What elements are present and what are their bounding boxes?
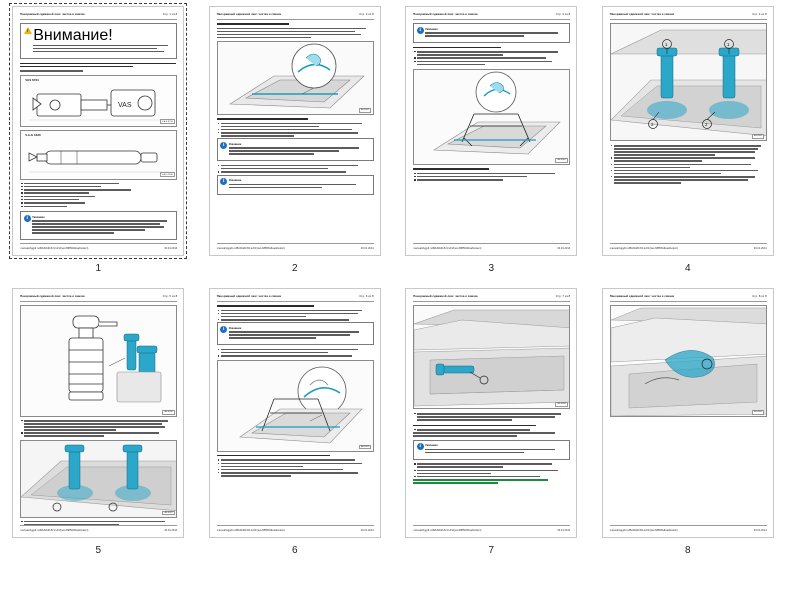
- page-body-4: [610, 23, 767, 241]
- page-number-label: 8: [684, 545, 691, 556]
- page-header-title: Панорамный сдвижной люк: чистка и смазка: [216, 13, 282, 16]
- page-cell-8[interactable]: [590, 282, 786, 564]
- figure-code: A5-0901: [360, 109, 370, 112]
- footer-rule: [217, 525, 374, 526]
- figure-code: A5-0902: [557, 159, 566, 162]
- section-heading-1: [413, 425, 535, 427]
- warning-box: [20, 23, 177, 59]
- note-title: Указание: [228, 325, 242, 330]
- interior-rail-drawing: [414, 306, 570, 409]
- note-text: [32, 220, 174, 234]
- svg-text:2: 2: [704, 122, 708, 127]
- figure-interior-rail: [413, 305, 570, 409]
- footer-path: manual/Aggdt.ru/ВАЗ/dd0.82.kv01/(set-68856/dload/solect): [609, 247, 678, 250]
- list-item: [221, 165, 374, 170]
- list-item: [221, 132, 374, 137]
- note-box: [20, 211, 177, 240]
- section-heading-1: [217, 23, 289, 25]
- page-footer: [20, 529, 177, 532]
- footer-date: 30.01.2014: [360, 529, 374, 532]
- page-header-title: Панорамный сдвижной люк: чистка и смазка: [20, 13, 85, 16]
- page-body-2: [217, 23, 374, 241]
- steps-list-1: [20, 420, 177, 437]
- page-header: [217, 13, 374, 16]
- footer-rule: [413, 243, 570, 244]
- footer-date: 30.01.2014: [557, 247, 571, 250]
- info-icon: i: [24, 215, 31, 222]
- steps-list-1: [413, 51, 570, 65]
- tool-1-name: VAS 6734: [25, 77, 39, 82]
- page-thumbnail-1[interactable]: [12, 6, 184, 256]
- footer-date: 30.01.2014: [557, 529, 571, 532]
- list-item: [24, 202, 177, 204]
- footer-rule: [20, 243, 177, 244]
- svg-text:2: 2: [650, 122, 654, 127]
- list-item: [614, 157, 767, 162]
- steps-list-3: [413, 463, 570, 477]
- figure-frame-on-roof: [413, 69, 570, 165]
- page-body-1: [20, 23, 177, 241]
- footer-date: 30.01.2014: [360, 247, 374, 250]
- page-number-label: 6: [291, 545, 298, 556]
- list-item: [221, 310, 374, 312]
- list-item: [417, 57, 570, 59]
- svg-text:1: 1: [664, 42, 668, 47]
- list-item: [221, 129, 374, 131]
- note-box: [217, 138, 374, 161]
- header-rule: [610, 301, 767, 302]
- footer-path: manual/Aggdt.ru/ВАЗ/dd0.82.kv01/(set-68856/dload/solect): [609, 529, 678, 532]
- note-title: Указание: [425, 26, 438, 31]
- warning-title: Внимание!: [33, 26, 113, 44]
- footer-path: manual/Aggdt.ru/ВАЗ/dd0.82.kv01/(set-68856/dload/solect): [413, 529, 482, 532]
- page-thumbnail-2[interactable]: [209, 6, 381, 256]
- page-body-6: [217, 305, 374, 523]
- list-item: [24, 189, 177, 191]
- info-icon: i: [220, 142, 227, 149]
- note-title: Указание: [425, 443, 438, 448]
- header-rule: [610, 19, 767, 20]
- tool-2-drawing: [21, 131, 177, 180]
- list-item: [221, 355, 374, 357]
- page-body-7: [413, 305, 570, 523]
- list-item: [614, 170, 767, 175]
- svg-text:1: 1: [726, 42, 730, 47]
- note-text: [425, 32, 567, 37]
- figure-code: A5-0909: [753, 411, 763, 414]
- page-header: [413, 295, 570, 298]
- paragraph-block-1: [217, 28, 374, 39]
- page-cell-4[interactable]: [590, 0, 786, 282]
- figure-code-1: V.A.S.6734: [161, 120, 173, 123]
- page-header-title: Панорамный сдвижной люк: чистка и смазка: [609, 295, 675, 298]
- note-box: [413, 440, 570, 460]
- page-footer: [610, 247, 767, 250]
- list-item: [417, 413, 570, 421]
- info-icon: i: [220, 326, 227, 333]
- frame-drawing: [414, 70, 570, 165]
- warning-triangle-icon: [24, 27, 32, 34]
- note-box: [413, 23, 570, 43]
- list-item: [417, 173, 570, 175]
- page-thumbnail-8[interactable]: [602, 288, 774, 538]
- page-footer: [217, 529, 374, 532]
- svg-text:VAS: VAS: [118, 101, 132, 109]
- footer-rule: [20, 525, 177, 526]
- steps-list-2: [413, 173, 570, 181]
- footer-path: manual/Aggdt.ru/ВАЗ/dd0.82.kv01/(set-68856/dload/solect): [413, 247, 482, 250]
- header-rule: [20, 301, 177, 302]
- list-item: [24, 199, 177, 201]
- note-text: [229, 184, 371, 189]
- list-item: [221, 319, 374, 321]
- footer-date: 30.01.2014: [753, 529, 767, 532]
- footer-rule: [610, 525, 767, 526]
- tool-1-drawing: [21, 76, 177, 127]
- page-cell-7[interactable]: [393, 282, 590, 564]
- page-footer: [20, 247, 177, 250]
- section-heading-2: [217, 118, 308, 120]
- note-text: [229, 331, 371, 339]
- section-heading-2: [217, 455, 330, 457]
- list-item: [221, 469, 374, 471]
- list-item: [221, 171, 374, 173]
- list-item: [221, 459, 374, 461]
- tools-intro-text: [20, 63, 177, 68]
- list-item: [417, 476, 570, 478]
- footer-date: 30.01.2014: [164, 529, 178, 532]
- list-item: [417, 463, 570, 468]
- steps-list-1: [610, 145, 767, 184]
- page-cell-5[interactable]: [0, 282, 197, 564]
- page-header-pageinfo: Стр. 2 из 8: [359, 13, 374, 16]
- header-rule: [413, 19, 570, 20]
- steps-list-2: [217, 123, 374, 137]
- page-number-label: 3: [488, 263, 495, 274]
- page-number-label: 7: [488, 545, 495, 556]
- page-footer: [413, 529, 570, 532]
- note-title: Указание: [228, 178, 242, 183]
- steps-list-3: [217, 165, 374, 173]
- page-cell-6[interactable]: [197, 282, 394, 564]
- list-item: [417, 51, 570, 56]
- info-icon: i: [417, 443, 424, 450]
- page-thumbnail-5[interactable]: [12, 288, 184, 538]
- page-header-title: Панорамный сдвижной люк: чистка и смазка: [20, 295, 85, 298]
- page-header-title: Панорамный сдвижной люк: чистка и смазка: [216, 295, 282, 298]
- page-thumbnail-4[interactable]: [602, 6, 774, 256]
- figure-tool-vag1630: [20, 130, 177, 180]
- page-footer: [610, 529, 767, 532]
- page-number-label: 2: [291, 263, 298, 274]
- warning-text: [33, 45, 174, 53]
- list-item: [24, 420, 177, 431]
- footer-date: 30.01.2014: [164, 247, 178, 250]
- page-header: [413, 13, 570, 16]
- steps-list-1: [413, 413, 570, 421]
- page-header-pageinfo: Стр. 1 из 8: [162, 13, 178, 16]
- footer-path: manual/Aggdt.ru/ВАЗ/dd0.82.kv01/(set-68856/dload/solect): [216, 247, 285, 250]
- page-header-title: Панорамный сдвижной люк: чистка и смазка: [413, 13, 478, 16]
- footer-date: 30.01.2014: [753, 247, 767, 250]
- list-item: [417, 470, 570, 475]
- page-thumbnail-3[interactable]: [405, 6, 577, 256]
- figure-code: A5-0908: [557, 403, 566, 406]
- list-item: [24, 196, 177, 198]
- materials-bullet-list: [20, 183, 177, 208]
- page-header-pageinfo: Стр. 7 из 8: [555, 295, 571, 298]
- roof-drawing: [218, 42, 374, 115]
- page-body-8: [610, 305, 767, 523]
- list-item: [614, 145, 767, 156]
- note-text: [229, 147, 371, 155]
- figure-grease-gun: [20, 305, 177, 417]
- section-heading-1: [217, 305, 314, 307]
- figure-code-2: V.A.G.1630: [161, 173, 173, 176]
- list-item: [614, 164, 767, 169]
- figure-code-top: A5-0906: [164, 411, 173, 414]
- page-header-title: Панорамный сдвижной люк: чистка и смазка: [413, 295, 478, 298]
- list-item: [417, 179, 570, 181]
- page-header: [20, 13, 177, 16]
- section-heading-1: [413, 47, 501, 49]
- list-item: [417, 176, 570, 178]
- highlighted-note: [413, 479, 570, 484]
- list-item: [24, 186, 177, 188]
- page-number-label: 5: [95, 545, 102, 556]
- page-number-label: 4: [684, 263, 691, 274]
- note-text: [425, 449, 567, 454]
- final-detail-drawing: [611, 306, 767, 417]
- rail-clamp-drawing: [21, 441, 177, 518]
- figure-vent-position: [217, 360, 374, 452]
- list-item: [24, 206, 177, 208]
- page-header-pageinfo: Стр. 3 из 8: [555, 13, 571, 16]
- footer-rule: [413, 525, 570, 526]
- tool-2-name: V.A.G 1630: [25, 132, 41, 137]
- rails-drawing: [611, 24, 767, 141]
- page-number-label: 1: [95, 263, 102, 274]
- list-item: [417, 61, 570, 66]
- page-header-pageinfo: Стр. 4 из 8: [752, 13, 767, 16]
- page-header-pageinfo: Стр. 8 из 8: [752, 295, 767, 298]
- figure-code: A5-0903: [360, 445, 370, 448]
- footer-path: manual/Aggdt.ru/ВАЗ/dd0.82.kv01/(set-68856/dload/solect): [20, 247, 89, 250]
- steps-list-3: [217, 459, 374, 476]
- steps-list-2: [413, 429, 570, 431]
- footer-rule: [217, 243, 374, 244]
- page-thumbnail-7[interactable]: [405, 288, 577, 538]
- page-thumbnail-6[interactable]: [209, 288, 381, 538]
- tools-subheading: [20, 70, 83, 72]
- note-title: Указание: [228, 141, 242, 146]
- page-header: [20, 295, 177, 298]
- info-icon: i: [417, 27, 424, 34]
- note-box-2: [217, 175, 374, 195]
- figure-code-bottom: A5-0907: [164, 512, 173, 514]
- page-header-pageinfo: Стр. 6 из 8: [359, 295, 374, 298]
- page-header: [610, 13, 767, 16]
- header-rule: [217, 19, 374, 20]
- note-box: [217, 322, 374, 345]
- page-header: [217, 295, 374, 298]
- page-cell-2[interactable]: [197, 0, 394, 282]
- page-header-pageinfo: Стр. 5 из 8: [162, 295, 178, 298]
- list-item: [221, 349, 374, 354]
- page-cell-3[interactable]: [393, 0, 590, 282]
- page-footer: [217, 247, 374, 250]
- footer-path: manual/Aggdt.ru/ВАЗ/dd0.82.kv01/(set-68856/dload/solect): [216, 529, 285, 532]
- list-item: [221, 123, 374, 128]
- header-rule: [20, 19, 177, 20]
- list-item: [614, 176, 767, 184]
- vent-drawing: [218, 361, 374, 452]
- page-body-5: [20, 305, 177, 523]
- footer-rule: [610, 243, 767, 244]
- figure-rails-clamps: [610, 23, 767, 141]
- list-item: [24, 183, 177, 185]
- figure-final-detail: [610, 305, 767, 417]
- header-rule: [217, 301, 374, 302]
- figure-roof-detail: [217, 41, 374, 115]
- figure-rail-clamp-detail: [20, 440, 177, 518]
- steps-list-2: [217, 349, 374, 357]
- page-footer: [413, 247, 570, 250]
- note-title: Указание: [32, 214, 45, 219]
- page-body-3: [413, 23, 570, 241]
- section-heading-2: [413, 168, 488, 170]
- paragraph-block: [413, 432, 570, 437]
- list-item: [417, 429, 570, 431]
- grease-gun-drawing: [21, 306, 177, 417]
- info-icon: i: [220, 178, 227, 185]
- list-item: [221, 463, 374, 468]
- page-cell-1[interactable]: [0, 0, 197, 282]
- page-header: [610, 295, 767, 298]
- figure-code: A5-0905: [753, 135, 763, 138]
- list-item: [24, 432, 177, 437]
- header-rule: [413, 301, 570, 302]
- steps-list-1: [217, 310, 374, 321]
- list-item: [221, 472, 374, 477]
- list-item: [24, 192, 177, 194]
- footer-path: manual/Aggdt.ru/ВАЗ/dd0.82.kv01/(set-68856/dload/solect): [20, 529, 89, 532]
- figure-tool-vas6734: [20, 75, 177, 127]
- page-header-title: Панорамный сдвижной люк: чистка и смазка: [609, 13, 675, 16]
- list-item: [221, 313, 374, 318]
